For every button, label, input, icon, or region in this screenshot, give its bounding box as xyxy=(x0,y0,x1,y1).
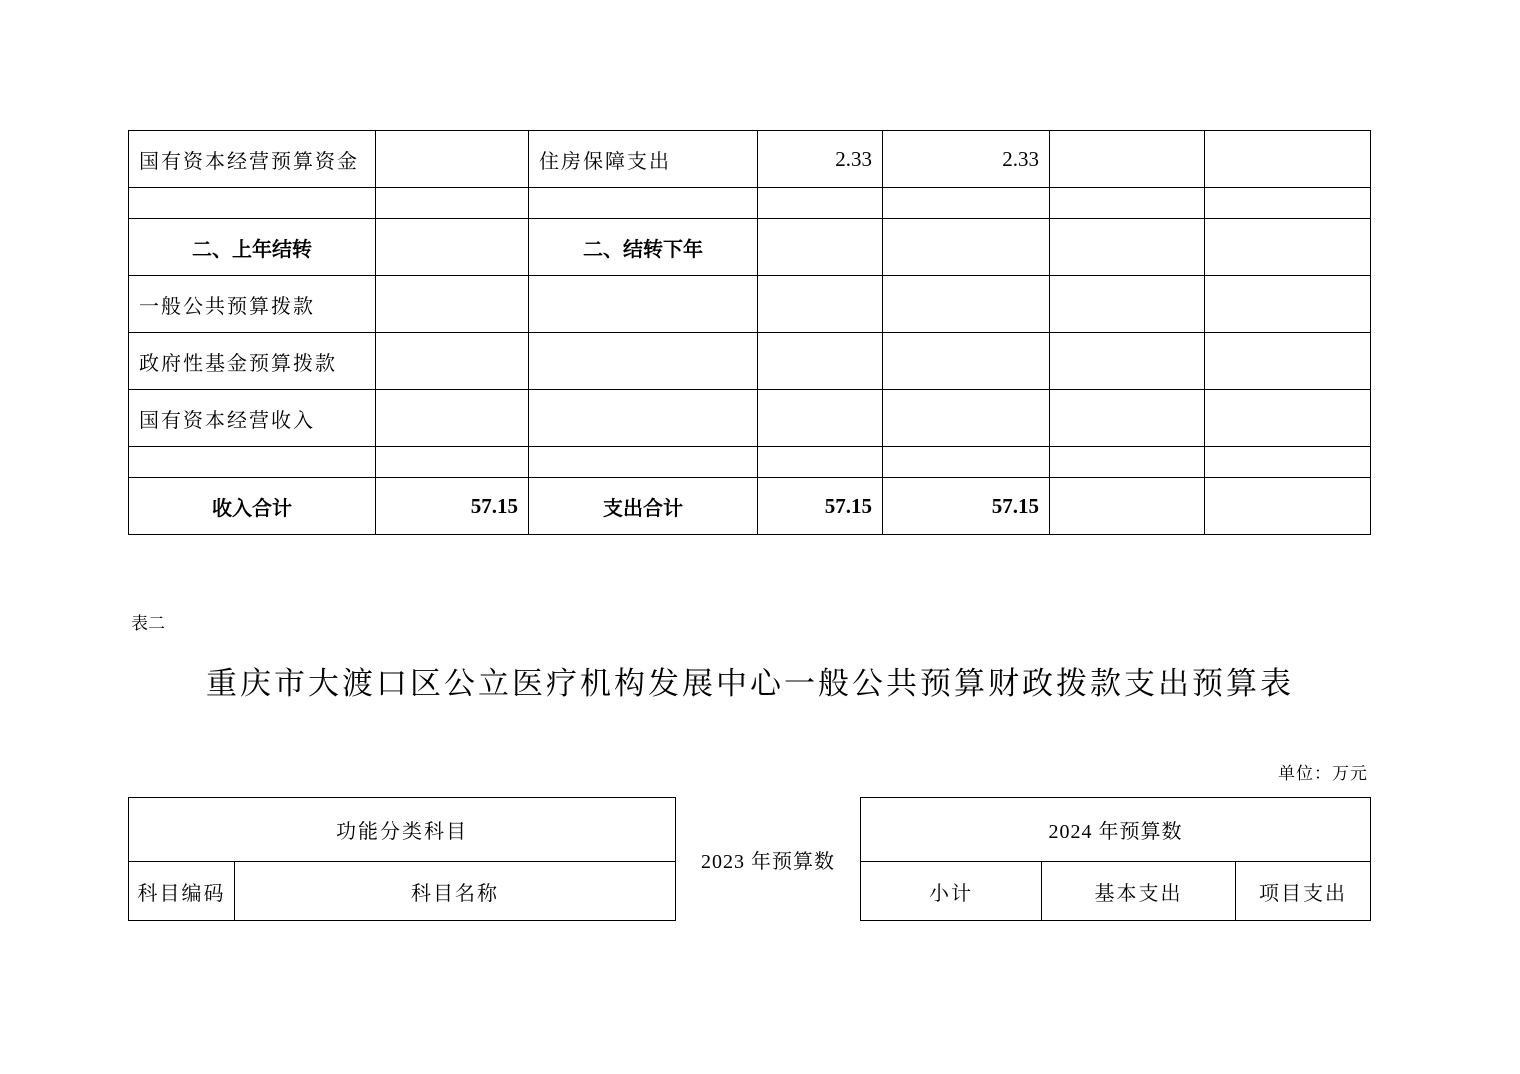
table-label: 表二 xyxy=(131,614,165,634)
expense-project xyxy=(1050,219,1205,276)
income-label: 一般公共预算拨款 xyxy=(129,276,376,333)
curr-year-budget-header: 2024 年预算数 xyxy=(861,798,1371,862)
income-amount xyxy=(376,219,529,276)
expense-basic xyxy=(883,390,1050,447)
header-row xyxy=(129,798,1371,862)
unit-label: 单位：万元 xyxy=(1278,764,1368,784)
expense-basic: 2.33 xyxy=(883,131,1050,188)
expense-other xyxy=(1205,188,1371,219)
table-row xyxy=(129,478,1371,535)
expense-total xyxy=(758,188,883,219)
expense-other xyxy=(1205,219,1371,276)
expense-total-label: 支出合计 xyxy=(529,478,758,535)
income-total-label: 收入合计 xyxy=(129,478,376,535)
budget-header-table xyxy=(128,797,1371,921)
income-total-amount: 57.15 xyxy=(376,478,529,535)
prev-year-budget-header: 2023 年预算数 xyxy=(676,798,861,921)
expense-label: 住房保障支出 xyxy=(529,131,758,188)
expense-section-heading: 二、结转下年 xyxy=(529,219,758,276)
expense-basic xyxy=(883,447,1050,478)
expense-total: 57.15 xyxy=(758,478,883,535)
expense-label xyxy=(529,447,758,478)
expense-label xyxy=(529,276,758,333)
expense-total xyxy=(758,276,883,333)
income-amount xyxy=(376,276,529,333)
income-label xyxy=(129,447,376,478)
expense-other xyxy=(1205,390,1371,447)
expense-project xyxy=(1050,447,1205,478)
expense-total xyxy=(758,390,883,447)
expense-label xyxy=(529,188,758,219)
income-amount xyxy=(376,188,529,219)
page-title: 重庆市大渡口区公立医疗机构发展中心一般公共预算财政拨款支出预算表 xyxy=(206,666,1294,702)
expense-other xyxy=(1205,131,1371,188)
project-expense-header: 项目支出 xyxy=(1236,862,1371,921)
expense-basic xyxy=(883,276,1050,333)
subject-name-header: 科目名称 xyxy=(235,862,676,921)
income-label: 政府性基金预算拨款 xyxy=(129,333,376,390)
table-row xyxy=(129,131,1371,188)
expense-basic: 57.15 xyxy=(883,478,1050,535)
subject-code-header: 科目编码 xyxy=(129,862,235,921)
expense-project xyxy=(1050,188,1205,219)
expense-project xyxy=(1050,390,1205,447)
expense-basic xyxy=(883,219,1050,276)
income-amount xyxy=(376,131,529,188)
table-row xyxy=(129,447,1371,478)
table-row xyxy=(129,188,1371,219)
expense-total xyxy=(758,447,883,478)
expense-total: 2.33 xyxy=(758,131,883,188)
income-label: 国有资本经营收入 xyxy=(129,390,376,447)
expense-total xyxy=(758,333,883,390)
income-label: 国有资本经营预算资金 xyxy=(129,131,376,188)
expense-label xyxy=(529,390,758,447)
income-section-heading: 二、上年结转 xyxy=(129,219,376,276)
expense-project xyxy=(1050,131,1205,188)
expense-label xyxy=(529,333,758,390)
expense-project xyxy=(1050,276,1205,333)
expense-other xyxy=(1205,478,1371,535)
income-amount xyxy=(376,333,529,390)
income-amount xyxy=(376,447,529,478)
income-expense-table xyxy=(128,130,1371,535)
functional-category-header: 功能分类科目 xyxy=(129,798,676,862)
expense-basic xyxy=(883,333,1050,390)
expense-other xyxy=(1205,447,1371,478)
subtotal-header: 小计 xyxy=(861,862,1042,921)
expense-project xyxy=(1050,333,1205,390)
basic-expense-header: 基本支出 xyxy=(1042,862,1236,921)
expense-project xyxy=(1050,478,1205,535)
table-row xyxy=(129,390,1371,447)
expense-other xyxy=(1205,276,1371,333)
income-amount xyxy=(376,390,529,447)
expense-basic xyxy=(883,188,1050,219)
table-row xyxy=(129,276,1371,333)
expense-total xyxy=(758,219,883,276)
table-row xyxy=(129,219,1371,276)
income-label xyxy=(129,188,376,219)
expense-other xyxy=(1205,333,1371,390)
table-row xyxy=(129,333,1371,390)
